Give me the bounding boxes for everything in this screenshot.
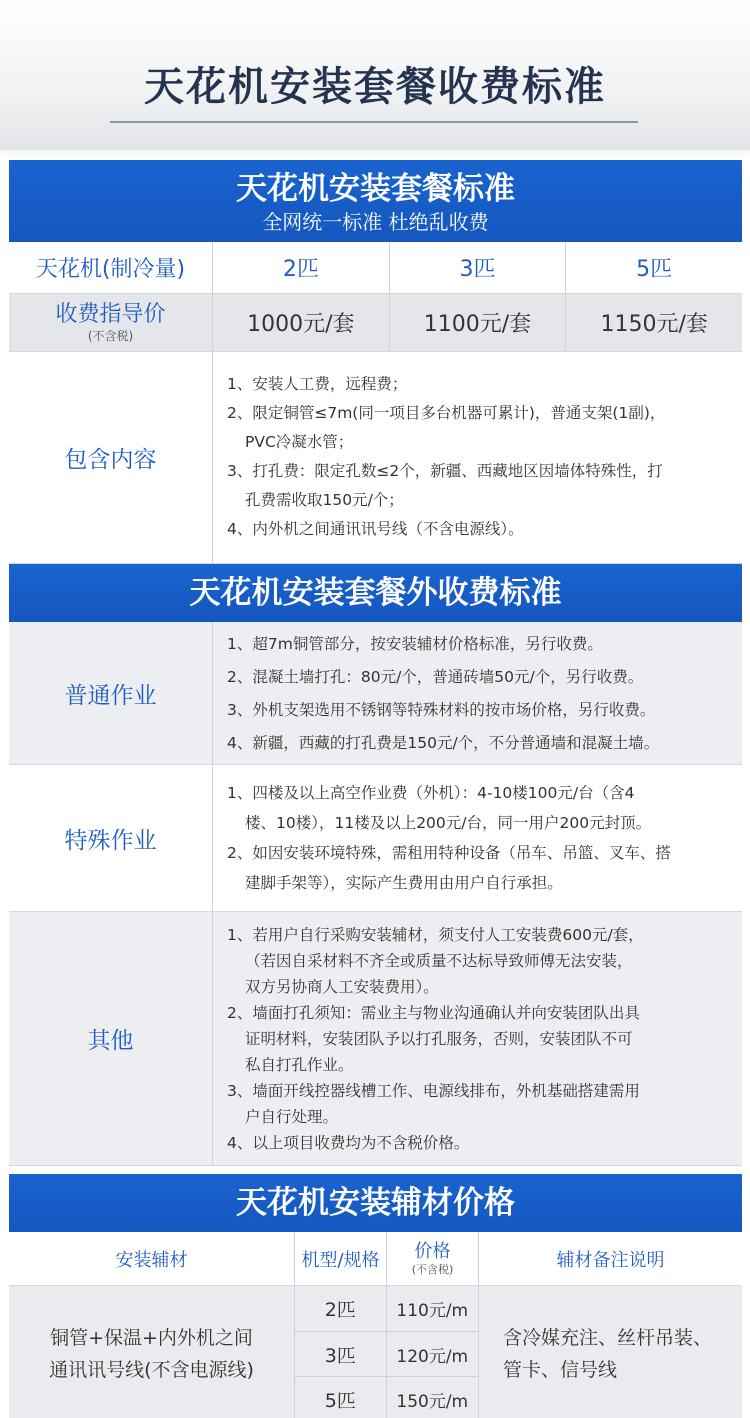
list-item: 建脚手架等），实际产生费用由用户自行承担。 bbox=[245, 874, 563, 892]
title-divider bbox=[110, 121, 638, 123]
special-work-list bbox=[213, 765, 742, 911]
material-line-2: 通讯讯号线(不含电源线) bbox=[49, 1359, 254, 1381]
model-cell: 3匹 bbox=[295, 1332, 387, 1377]
other-row bbox=[9, 912, 742, 1166]
includes-label: 包含内容 bbox=[9, 352, 213, 563]
other-list bbox=[213, 912, 742, 1165]
material-cell bbox=[9, 1286, 295, 1418]
remark-line-2: 管卡、信号线 bbox=[503, 1359, 618, 1381]
accessories-banner bbox=[9, 1174, 742, 1232]
model-cell: 5匹 bbox=[295, 1377, 387, 1418]
capacity-row bbox=[9, 242, 742, 294]
price-label-cell bbox=[9, 294, 213, 351]
title-area bbox=[0, 0, 750, 150]
capacity-5hp: 5匹 bbox=[636, 257, 673, 282]
list-item: 2、墙面打孔须知：需业主与物业沟通确认并向安装团队出具 bbox=[227, 1004, 640, 1022]
model-price-grid bbox=[295, 1286, 479, 1418]
col-remark: 辅材备注说明 bbox=[556, 1249, 665, 1271]
list-item: 双方另协商人工安装费用）。 bbox=[245, 978, 439, 996]
price-3hp: 1100元/套 bbox=[390, 294, 567, 351]
table-row bbox=[295, 1377, 478, 1418]
list-item: 1、四楼及以上高空作业费（外机）：4-10楼100元/台（含4 bbox=[227, 784, 635, 802]
list-item: 3、墙面开线控器线槽工作、电源线排布，外机基础搭建需用 bbox=[227, 1082, 640, 1100]
capacity-3hp: 3匹 bbox=[390, 242, 567, 293]
list-item: 私自打孔作业。 bbox=[245, 1056, 354, 1074]
price-row bbox=[9, 294, 742, 352]
price-note: (不含税) bbox=[87, 328, 134, 343]
price-cell: 120元/m bbox=[396, 1346, 469, 1367]
price-label: 收费指导价 bbox=[55, 301, 166, 327]
normal-work-row bbox=[9, 622, 742, 765]
includes-row bbox=[9, 352, 742, 564]
list-item: 4、以上项目收费均为不含税价格。 bbox=[227, 1134, 470, 1152]
col-material: 安装辅材 bbox=[9, 1232, 295, 1285]
price-cell: 150元/m bbox=[396, 1392, 469, 1413]
list-item: 4、新疆，西藏的打孔费是150元/个，不分普通墙和混凝土墙。 bbox=[227, 734, 660, 752]
list-item: 4、内外机之间通讯讯号线（不含电源线）。 bbox=[227, 520, 524, 538]
remark-line-1: 含冷媒充注、丝杆吊装、 bbox=[503, 1327, 713, 1349]
package-subtitle: 全网统一标准 杜绝乱收费 bbox=[262, 210, 489, 234]
list-item: 3、外机支架选用不锈钢等特殊材料的按市场价格，另行收费。 bbox=[227, 701, 656, 719]
remark-cell bbox=[479, 1286, 742, 1418]
accessories-body bbox=[9, 1286, 742, 1418]
list-item: 2、混凝土墙打孔：80元/个，普通砖墙50元/个，另行收费。 bbox=[227, 668, 644, 686]
list-item: 1、超7m铜管部分，按安装辅材价格标准，另行收费。 bbox=[227, 635, 603, 653]
normal-work-list bbox=[213, 622, 742, 764]
table-row bbox=[295, 1286, 478, 1332]
normal-work-label: 普通作业 bbox=[9, 622, 213, 764]
list-item: PVC冷凝水管； bbox=[245, 433, 354, 451]
list-item: 孔费需收取150元/个； bbox=[245, 491, 404, 509]
extra-title: 天花机安装套餐外收费标准 bbox=[189, 575, 562, 611]
special-work-row bbox=[9, 765, 742, 912]
list-item: 1、安装人工费，远程费； bbox=[227, 375, 408, 393]
extra-banner bbox=[9, 564, 742, 622]
price-2hp: 1000元/套 bbox=[213, 294, 390, 351]
list-item: 1、若用户自行采购安装辅材，须支付人工安装费600元/套， bbox=[227, 926, 644, 944]
price-cell: 110元/m bbox=[396, 1300, 469, 1321]
other-label: 其他 bbox=[9, 912, 213, 1165]
page-title: 天花机安装套餐收费标准 bbox=[144, 64, 606, 110]
list-item: 楼、10楼），11楼及以上200元/台，同一用户200元封顶。 bbox=[245, 814, 652, 832]
content bbox=[9, 160, 742, 1418]
list-item: 3、打孔费：限定孔数≤2个，新疆、西藏地区因墙体特殊性，打 bbox=[227, 462, 663, 480]
list-item: 证明材料，安装团队予以打孔服务，否则，安装团队不可 bbox=[245, 1030, 633, 1048]
special-work-label: 特殊作业 bbox=[9, 765, 213, 911]
list-item: 2、限定铜管≤7m(同一项目多台机器可累计)，普通支架(1副)， bbox=[227, 404, 666, 422]
accessories-title: 天花机安装辅材价格 bbox=[236, 1185, 515, 1221]
col-price-cell bbox=[387, 1232, 479, 1285]
table-row bbox=[295, 1332, 478, 1378]
material-line-1: 铜管+保温+内外机之间 bbox=[50, 1327, 253, 1349]
package-banner bbox=[9, 160, 742, 242]
price-5hp: 1150元/套 bbox=[600, 312, 708, 337]
model-cell: 2匹 bbox=[295, 1286, 387, 1331]
capacity-label: 天花机(制冷量) bbox=[9, 242, 213, 293]
package-title: 天花机安装套餐标准 bbox=[236, 171, 515, 207]
col-price-note: (不含税) bbox=[411, 1262, 454, 1276]
list-item: （若因自采材料不齐全或质量不达标导致师傅无法安装， bbox=[245, 952, 633, 970]
includes-list bbox=[213, 352, 742, 563]
col-model: 机型/规格 bbox=[295, 1232, 387, 1285]
capacity-2hp: 2匹 bbox=[213, 242, 390, 293]
list-item: 2、如因安装环境特殊，需租用特种设备（吊车、吊篮、叉车、搭 bbox=[227, 844, 671, 862]
accessories-header-row bbox=[9, 1232, 742, 1286]
list-item: 户自行处理。 bbox=[245, 1108, 339, 1126]
col-price: 价格 bbox=[414, 1240, 451, 1262]
